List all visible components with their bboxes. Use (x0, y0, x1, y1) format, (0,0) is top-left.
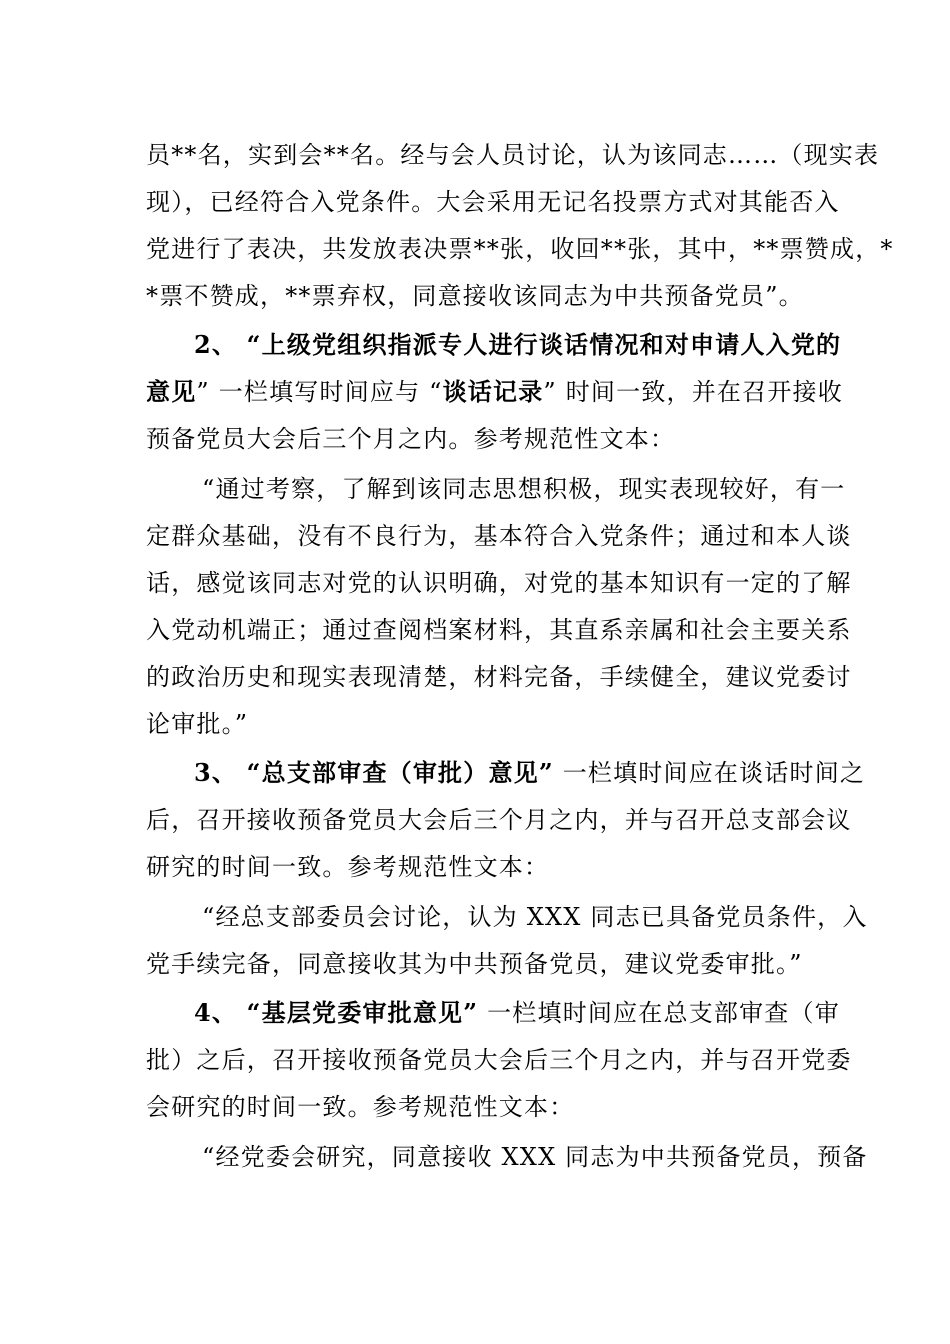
quote-line: 党手续完备，同意接收其为中共预备党员，建议党委审批。” (146, 950, 803, 978)
text-line: 后，召开接收预备党员大会后三个月之内，并与召开总支部会议 (146, 806, 852, 834)
bold-term: 4、 “基层党委审批意见” (194, 998, 479, 1027)
section-2-line (146, 370, 843, 414)
section-2-heading: 2、 “上级党组织指派专人进行谈话情况和对申请人入党的 (194, 330, 842, 359)
text-line: 现），已经符合入党条件。大会采用无记名投票方式对其能否入 (146, 188, 840, 216)
section-4-heading (194, 991, 840, 1035)
quote-line: 定群众基础，没有不良行为，基本符合入党条件；通过和本人谈 (146, 522, 852, 550)
quote-line: “经总支部委员会讨论，认为 XXX 同志已具备党员条件，入 (202, 903, 868, 931)
text-line: 研究的时间一致。参考规范性文本： (146, 853, 550, 881)
quote-line: 的政治历史和现实表现清楚，材料完备，手续健全，建议党委讨 (146, 663, 852, 691)
text-line: *票不赞成，**票弃权，同意接收该同志为中共预备党员”。 (146, 282, 804, 310)
text-run: 一栏填时间应在谈话时间之 (553, 759, 866, 787)
text-line: 批）之后，召开接收预备党员大会后三个月之内，并与召开党委 (146, 1046, 852, 1074)
quote-line: 话，感觉该同志对党的认识明确，对党的基本知识有一定的了解 (146, 569, 852, 597)
text-line: 会研究的时间一致。参考规范性文本： (146, 1093, 575, 1121)
quote-line: “通过考察，了解到该同志思想积极，现实表现较好，有一 (202, 475, 846, 503)
text-line: 党进行了表决，共发放表决票**张，收回**张，其中，**票赞成，* (146, 235, 894, 263)
text-run: 一栏填时间应在总支部审查（审 (478, 999, 840, 1027)
quote-line: “经党委会研究，同意接收 XXX 同志为中共预备党员，预备 (202, 1143, 868, 1171)
text-run: ” 一栏填写时间应与 “ (196, 378, 443, 406)
text-line: 预备党员大会后三个月之内。参考规范性文本： (146, 425, 676, 453)
section-3-heading (194, 751, 866, 795)
quote-line: 论审批。” (146, 710, 249, 738)
text-run: ” 时间一致，并在召开接收 (543, 378, 843, 406)
quote-line: 入党动机端正；通过查阅档案材料，其直系亲属和社会主要关系 (146, 616, 852, 644)
bold-term: 3、 “总支部审查（审批）意见” (194, 758, 554, 787)
bold-term: 谈话记录 (442, 377, 544, 406)
bold-term: 意见 (146, 377, 197, 406)
text-line: 员**名，实到会**名。经与会人员讨论，认为该同志……（现实表 (146, 141, 880, 169)
